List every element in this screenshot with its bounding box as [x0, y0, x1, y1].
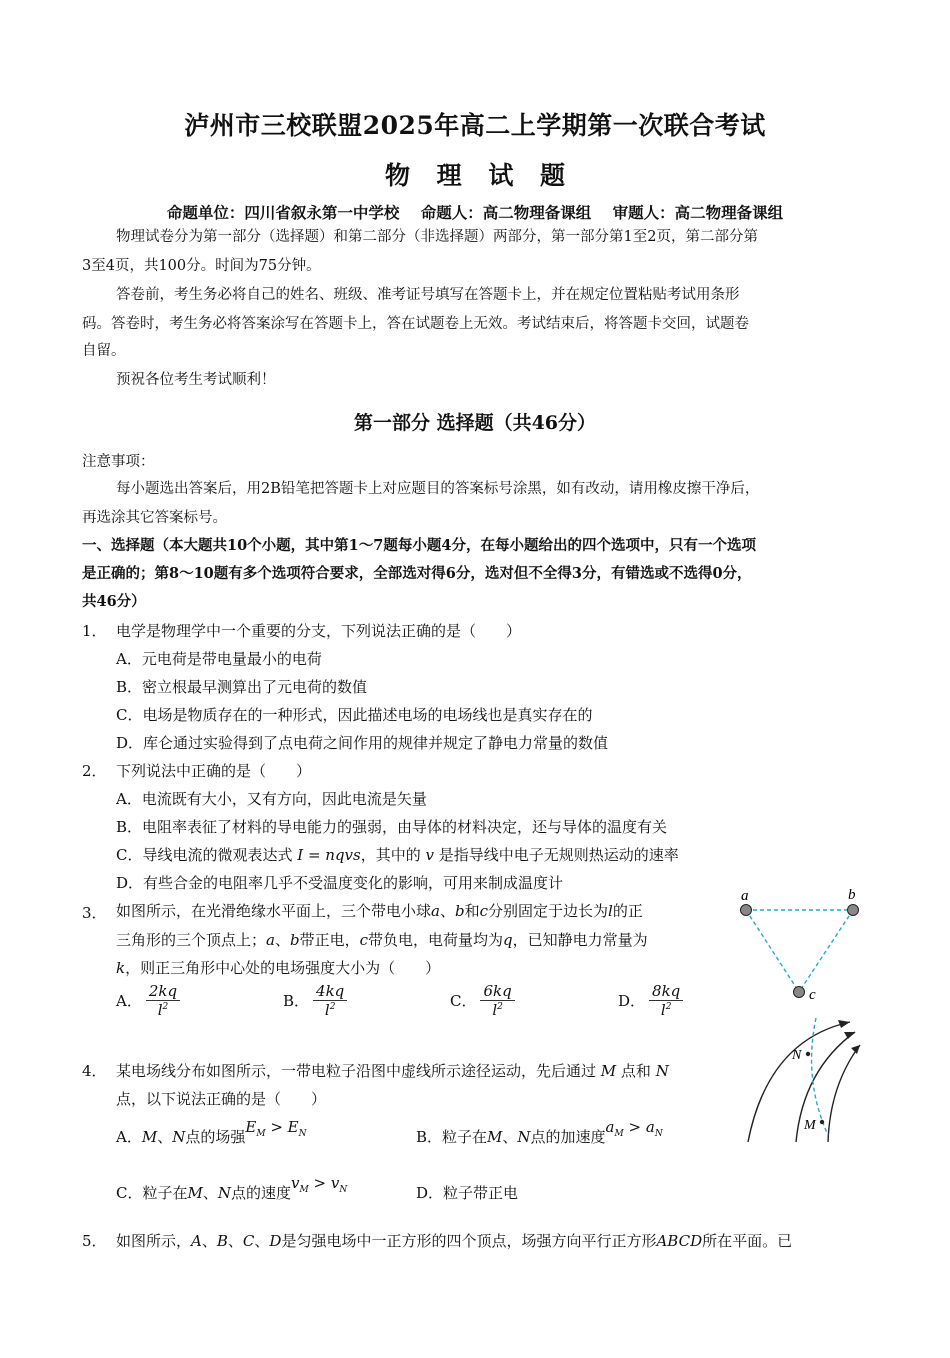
q3-line3: k，则正三角形中心处的电场强度大小为（ ） [116, 959, 441, 977]
q2-option-a: A．电流既有大小，又有方向，因此电流是矢量 [116, 790, 427, 808]
intro-p2c: 自留。 [82, 343, 126, 359]
label-n: N [792, 1048, 802, 1063]
q1-number: 1． [82, 622, 107, 640]
point-m [820, 1120, 824, 1124]
triangle-side-ac [746, 910, 799, 992]
q4-option-a: A．M、N点的场强$E_M > E_N$ [116, 1118, 307, 1146]
label-a: a [741, 888, 749, 904]
part1-b: 是正确的；第8～10题有多个选项符合要求，全部选对得6分，选对但不全得3分，有错选或不选得0分， [82, 565, 752, 582]
exam-title: 泸州市三校联盟2025年高二上学期第一次联合考试 [184, 111, 766, 140]
intro-p2b: 码。答卷时，考生务必将答案涂写在答题卡上，答在试题卷上无效。考试结束后，将答题卡交回，试题卷 [82, 316, 749, 332]
q1-option-a: A．元电荷是带电量最小的电荷 [116, 650, 322, 668]
q4-option-c: C．粒子在M、N点的速度$v_M > v_N$ [116, 1174, 348, 1202]
notice-label: 注意事项： [82, 454, 155, 470]
intro-p2a: 答卷前，考生务必将自己的姓名、班级、准考证号填写在答题卡上，并在规定位置粘贴考试用条形 [116, 287, 740, 303]
q2-option-c: C．导线电流的微观表达式 I = nqvs，其中的 v 是指导线中电子无规则热运动的速率 [116, 846, 679, 864]
field-lines-figure [738, 1010, 868, 1145]
notice-b: 再选涂其它答案标号。 [82, 510, 227, 526]
notice-a: 每小题选出答案后，用2B铅笔把答题卡上对应题目的答案标号涂黑，如有改动，请用橡皮擦干净后， [116, 481, 760, 497]
label-c: c [809, 987, 816, 1003]
q4-line2: 点，以下说法正确的是（ ） [116, 1090, 327, 1108]
q3-option-c: C． $\frac{6kq}{l^2}$ [450, 982, 515, 1019]
part1-c: 共46分） [82, 593, 146, 610]
field-line-3 [828, 1045, 860, 1142]
q5-stem: 如图所示，A、B、C、D是匀强电场中一正方形的四个顶点，场强方向平行正方形ABCD所在平面。已 [116, 1232, 793, 1250]
q4-option-b: B．粒子在M、N点的加速度$a_M > a_N$ [416, 1118, 663, 1146]
intro-p3: 预祝各位考生考试顺利！ [116, 372, 276, 388]
exam-subtitle: 物 理 试 题 [384, 161, 566, 190]
q1-stem: 电学是物理学中一个重要的分支，下列说法正确的是（ ） [116, 622, 522, 640]
q4-option-d: D．粒子带正电 [416, 1184, 519, 1202]
triangle-figure [730, 882, 870, 1012]
q2-number: 2． [82, 762, 107, 780]
q3-option-d: D． $\frac{8kq}{l^2}$ [618, 982, 683, 1019]
q2-option-b: B．电阻率表征了材料的导电能力的强弱，由导体的材料决定，还与导体的温度有关 [116, 818, 668, 836]
arrow-1 [838, 1020, 850, 1028]
q1-option-c: C．电场是物质存在的一种形式，因此描述电场的电场线也是真实存在的 [116, 706, 593, 724]
charge-a [741, 905, 752, 916]
q3-number: 3． [82, 904, 107, 922]
q3-line1: 如图所示，在光滑绝缘水平面上，三个带电小球a、b和c分别固定于边长为l的正 [116, 902, 643, 920]
q4-line1: 某电场线分布如图所示，一带电粒子沿图中虚线所示途径运动，先后通过 M 点和 N [116, 1062, 669, 1080]
q4-number: 4． [82, 1062, 107, 1080]
q2-option-d: D．有些合金的电阻率几乎不受温度变化的影响，可用来制成温度计 [116, 874, 564, 892]
label-m: M [804, 1118, 816, 1133]
q5-number: 5． [82, 1232, 107, 1250]
arrow-3 [851, 1045, 860, 1054]
exam-meta: 命题单位：四川省叙永第一中学校 命题人：高二物理备课组 审题人：高二物理备课组 [166, 203, 784, 222]
part1-a: 一、选择题（本大题共10个小题，其中第1～7题每小题4分，在每小题给出的四个选项中，只有一个选项 [82, 537, 756, 554]
q1-option-b: B．密立根最早测算出了元电荷的数值 [116, 678, 368, 696]
arrow-2 [844, 1032, 855, 1039]
intro-p1b: 3至4页，共100分。时间为75分钟。 [82, 258, 321, 274]
intro-p1a: 物理试卷分为第一部分（选择题）和第二部分（非选择题）两部分，第一部分第1至2页，第二部分第 [116, 229, 758, 245]
triangle-side-bc [799, 910, 853, 992]
section-heading: 第一部分 选择题（共46分） [353, 412, 597, 434]
charge-c [794, 987, 805, 998]
q3-line2: 三角形的三个顶点上；a、b带正电，c带负电，电荷量均为q，已知静电力常量为 [116, 931, 648, 949]
point-n [806, 1052, 810, 1056]
charge-b [848, 905, 859, 916]
current-formula: I = nqvs [297, 846, 361, 864]
q3-option-b: B． $\frac{4kq}{l^2}$ [283, 982, 347, 1019]
label-b: b [848, 887, 856, 903]
q3-option-a: A． $\frac{2kq}{l^2}$ [116, 982, 180, 1019]
q1-option-d: D．库仑通过实验得到了点电荷之间作用的规律并规定了静电力常量的数值 [116, 734, 609, 752]
q2-stem: 下列说法中正确的是（ ） [116, 762, 312, 780]
